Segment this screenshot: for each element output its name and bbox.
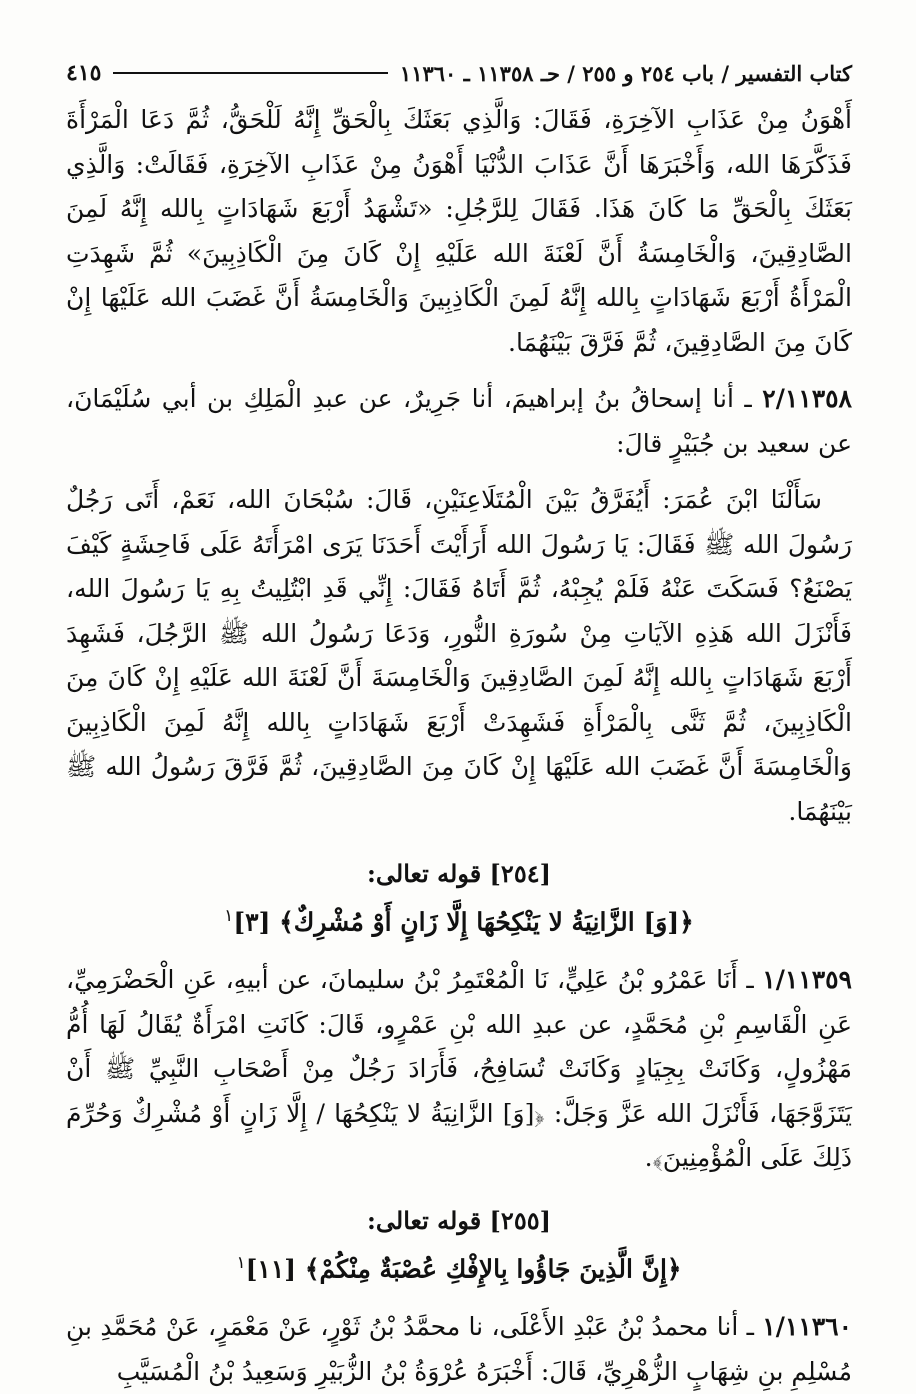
section-254-heading bbox=[66, 854, 852, 944]
footnote-mark: ١ bbox=[236, 1252, 246, 1273]
section-label: [٢٥٤] قوله تعالى: bbox=[367, 859, 551, 888]
hadith-text: ـ أنا إسحاقُ بنُ إبراهيمَ، أنا جَرِيرٌ، عن عبدِ الْمَلِكِ بن أبي سُلَيْمَانَ، عن سعيد بن جُبَيْرٍ قالَ: bbox=[66, 384, 852, 458]
page-number: ٤١٥ bbox=[66, 60, 102, 86]
verse-text: ﴿إِنَّ الَّذِينَ جَاؤُوا بِالإِفْكِ عُصْبَةٌ مِنْكُمْ﴾ [١١] bbox=[245, 1254, 682, 1284]
header-rule bbox=[113, 72, 387, 74]
paragraph-continuation bbox=[66, 98, 852, 365]
section-verse bbox=[66, 894, 852, 944]
paragraph-text: أَهْوَنُ مِنْ عَذَابِ الآخِرَةِ، فَقَالَ: وَالَّذِي بَعَثَكَ بِالْحَقِّ إِنَّهُ لَلْحَقُّ، ثُمَّ دَعَا الْمَرْأَةَ فَذَكَّرَهَا الله، وَأَخْبَرَهَا أَنَّ عَذَابَ الدُّنْيَا أَهْوَنُ مِنْ عَذَابِ الآخِرَةِ، فَقَالَتْ: وَالَّذِي بَعَثَكَ بِالْحَقِّ مَا كَانَ هَذَا. فَقَالَ لِلرَّجُلِ: «تَشْهَدُ أَرْبَعَ شَهَادَاتٍ بِالله إِنَّهُ لَمِنَ الصَّادِقِينَ، وَالْخَامِسَةُ أَنَّ لَعْنَةَ الله عَلَيْهِ إِنْ كَانَ مِنَ الْكَاذِبِينَ» ثُمَّ شَهِدَتِ الْمَرْأَةُ أَرْبَعَ شَهَادَاتٍ بِالله إِنَّهُ لَمِنَ الْكَاذِبِينَ وَالْخَامِسَةُ أَنَّ غَضَبَ الله عَلَيْهَا إِنْ كَانَ مِنَ الصَّادِقِينَ، ثُمَّ فَرَّقَ بَيْنَهُمَا. bbox=[66, 105, 852, 357]
hadith-11358 bbox=[66, 377, 852, 466]
verse-text: ﴿[وَ] الزَّانِيَةُ لا يَنْكِحُهَا إِلَّا زَانٍ أَوْ مُشْرِكٌ﴾ [٣] bbox=[233, 907, 694, 937]
hadith-number: ١/١١٣٥٩ bbox=[762, 965, 852, 995]
footnote-mark: ١ bbox=[224, 906, 234, 926]
hadith-text: ـ أنا محمدُ بْنُ عَبْدِ الأَعْلَى، نا محمَّدُ بْنُ ثَوْرٍ، عَنْ مَعْمَرٍ، عَنْ مُحَمَّدِ بنِ مُسْلِمِ بنِ شِهَابٍ الزُّهْرِيِّ، قَالَ: أَخْبَرَهُ عُرْوَةُ بْنُ الزُّبَيْرِ وَسَعِيدُ بْنُ الْمُسَيَّبِ bbox=[66, 1312, 852, 1386]
hadith-number: ١/١١٣٦٠ bbox=[762, 1312, 852, 1342]
hadith-11360 bbox=[66, 1305, 852, 1394]
paragraph-text: سَأَلْنَا ابْنَ عُمَرَ: أَيُفَرَّقُ بَيْنَ الْمُتَلَاعِنَيْنِ، قَالَ: سُبْحَانَ الله، نَعَمْ، أَتَى رَجُلٌ رَسُولَ الله ﷺ فَقَالَ: يَا رَسُولَ الله أَرَأَيْتَ أَحَدَنَا يَرَى امْرَأَتَهُ عَلَى فَاحِشَةٍ كَيْفَ يَصْنَعُ؟ فَسَكَتَ عَنْهُ فَلَمْ يُجِبْهُ، ثُمَّ أَتَاهُ فَقَالَ: إِنِّي قَدِ ابْتُلِيتُ بِهِ يَا رَسُولَ الله، فَأَنْزَلَ الله هَذِهِ الآيَاتِ مِنْ سُورَةِ النُّورِ، وَدَعَا رَسُولُ الله ﷺ الرَّجُلَ، فَشَهِدَ أَرْبَعَ شَهَادَاتٍ بِالله إِنَّهُ لَمِنَ الصَّادِقِينَ وَالْخَامِسَةَ أَنَّ لَعْنَةَ الله عَلَيْهِ إِنْ كَانَ مِنَ الْكَاذِبِينَ، ثُمَّ ثَنَّى بِالْمَرْأَةِ فَشَهِدَتْ أَرْبَعَ شَهَادَاتٍ بِالله إِنَّهُ لَمِنَ الْكَاذِبِينَ وَالْخَامِسَةَ أَنَّ غَضَبَ الله عَلَيْهَا إِنْ كَانَ مِنَ الصَّادِقِينَ، ثُمَّ فَرَّقَ رَسُولُ الله ﷺ بَيْنَهُمَا. bbox=[66, 485, 852, 826]
hadith-number: ٢/١١٣٥٨ bbox=[762, 384, 852, 413]
running-header bbox=[66, 56, 852, 90]
hadith-11359 bbox=[66, 958, 852, 1181]
hadith-11358-matn bbox=[66, 478, 852, 834]
section-label: [٢٥٥] قوله تعالى: bbox=[367, 1205, 551, 1235]
running-title: كتاب التفسير / باب ٢٥٤ و ٢٥٥ / حـ ١١٣٥٨ ـ ١١٣٦٠ bbox=[399, 60, 852, 86]
section-255-heading bbox=[66, 1201, 852, 1291]
hadith-text: ـ أَنَا عَمْرُو بْنُ عَلِيٍّ، نَا الْمُعْتَمِرُ بْنُ سليمانَ، عن أبيهِ، عَنِ الْحَضْرَمِيِّ، عَنِ الْقَاسِمِ بْنِ مُحَمَّدٍ، عن عبدِ الله بْنِ عَمْرٍو، قَالَ: كَانَتِ امْرَأَةٌ يُقَالُ لَهَا أُمُّ مَهْزُولٍ، وَكَانَتْ بِجِيَادٍ وَكَانَتْ تُسَافِحُ، فَأَرَادَ رَجُلٌ مِنْ أَصْحَابِ النَّبِيِّ ﷺ أَنْ يَتَزَوَّجَهَا، فَأَنْزَلَ الله عَزَّ وَجَلَّ: ﴿[وَ] الزَّانِيَةُ لا يَنْكِحُهَا / إِلَّا زَانٍ أَوْ مُشْرِكٌ وَحُرِّمَ ذَلِكَ عَلَى الْمُؤْمِنِينَ﴾. bbox=[66, 965, 852, 1173]
section-verse bbox=[66, 1241, 852, 1291]
